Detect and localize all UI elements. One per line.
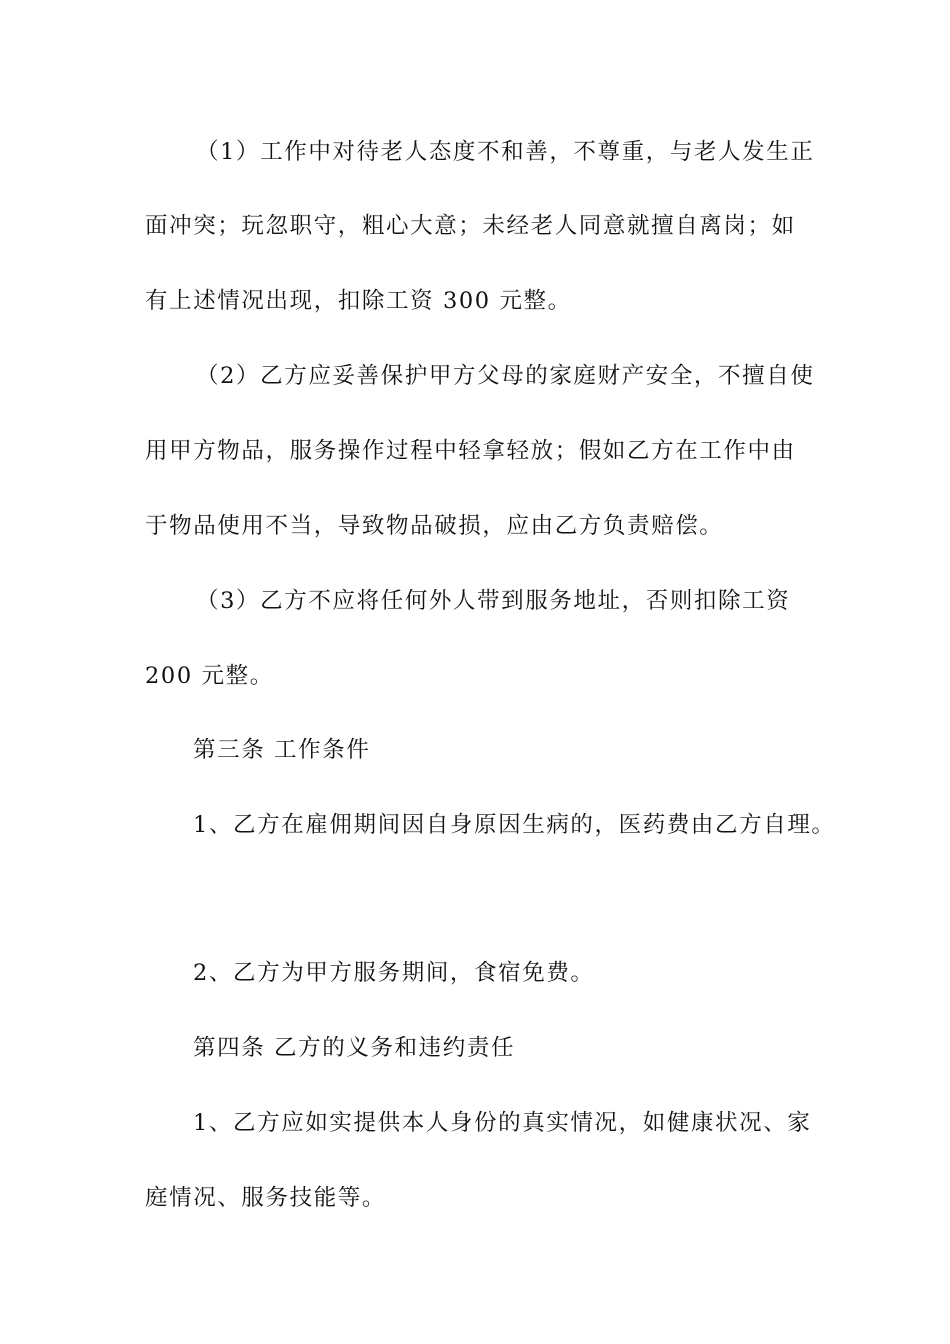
paragraph-1-line-2: 面冲突；玩忽职守，粗心大意；未经老人同意就擅自离岗；如 xyxy=(145,213,796,239)
article-3-item-1: 1、乙方在雇佣期间因自身原因生病的，医药费由乙方自理。 xyxy=(193,812,836,838)
paragraph-1-line-3: 有上述情况出现，扣除工资 300 元整。 xyxy=(145,288,572,314)
article-3-item-2: 2、乙方为甲方服务期间，食宿免费。 xyxy=(193,960,595,986)
paragraph-3-line-1: （3）乙方不应将任何外人带到服务地址，否则扣除工资 xyxy=(196,588,791,614)
paragraph-1-line-1: （1）工作中对待老人态度不和善，不尊重，与老人发生正 xyxy=(196,139,815,165)
article-4-item-1-line-1: 1、乙方应如实提供本人身份的真实情况，如健康状况、家 xyxy=(193,1110,812,1136)
article-4-heading: 第四条 乙方的义务和违约责任 xyxy=(193,1035,516,1061)
paragraph-2-line-2: 用甲方物品，服务操作过程中轻拿轻放；假如乙方在工作中由 xyxy=(145,438,796,464)
paragraph-3-line-2: 200 元整。 xyxy=(145,663,274,689)
paragraph-2-line-1: （2）乙方应妥善保护甲方父母的家庭财产安全，不擅自使 xyxy=(196,363,815,389)
paragraph-2-line-3: 于物品使用不当，导致物品破损，应由乙方负责赔偿。 xyxy=(145,513,724,539)
article-4-item-1-line-2: 庭情况、服务技能等。 xyxy=(145,1185,387,1211)
article-3-heading: 第三条 工作条件 xyxy=(193,737,371,763)
